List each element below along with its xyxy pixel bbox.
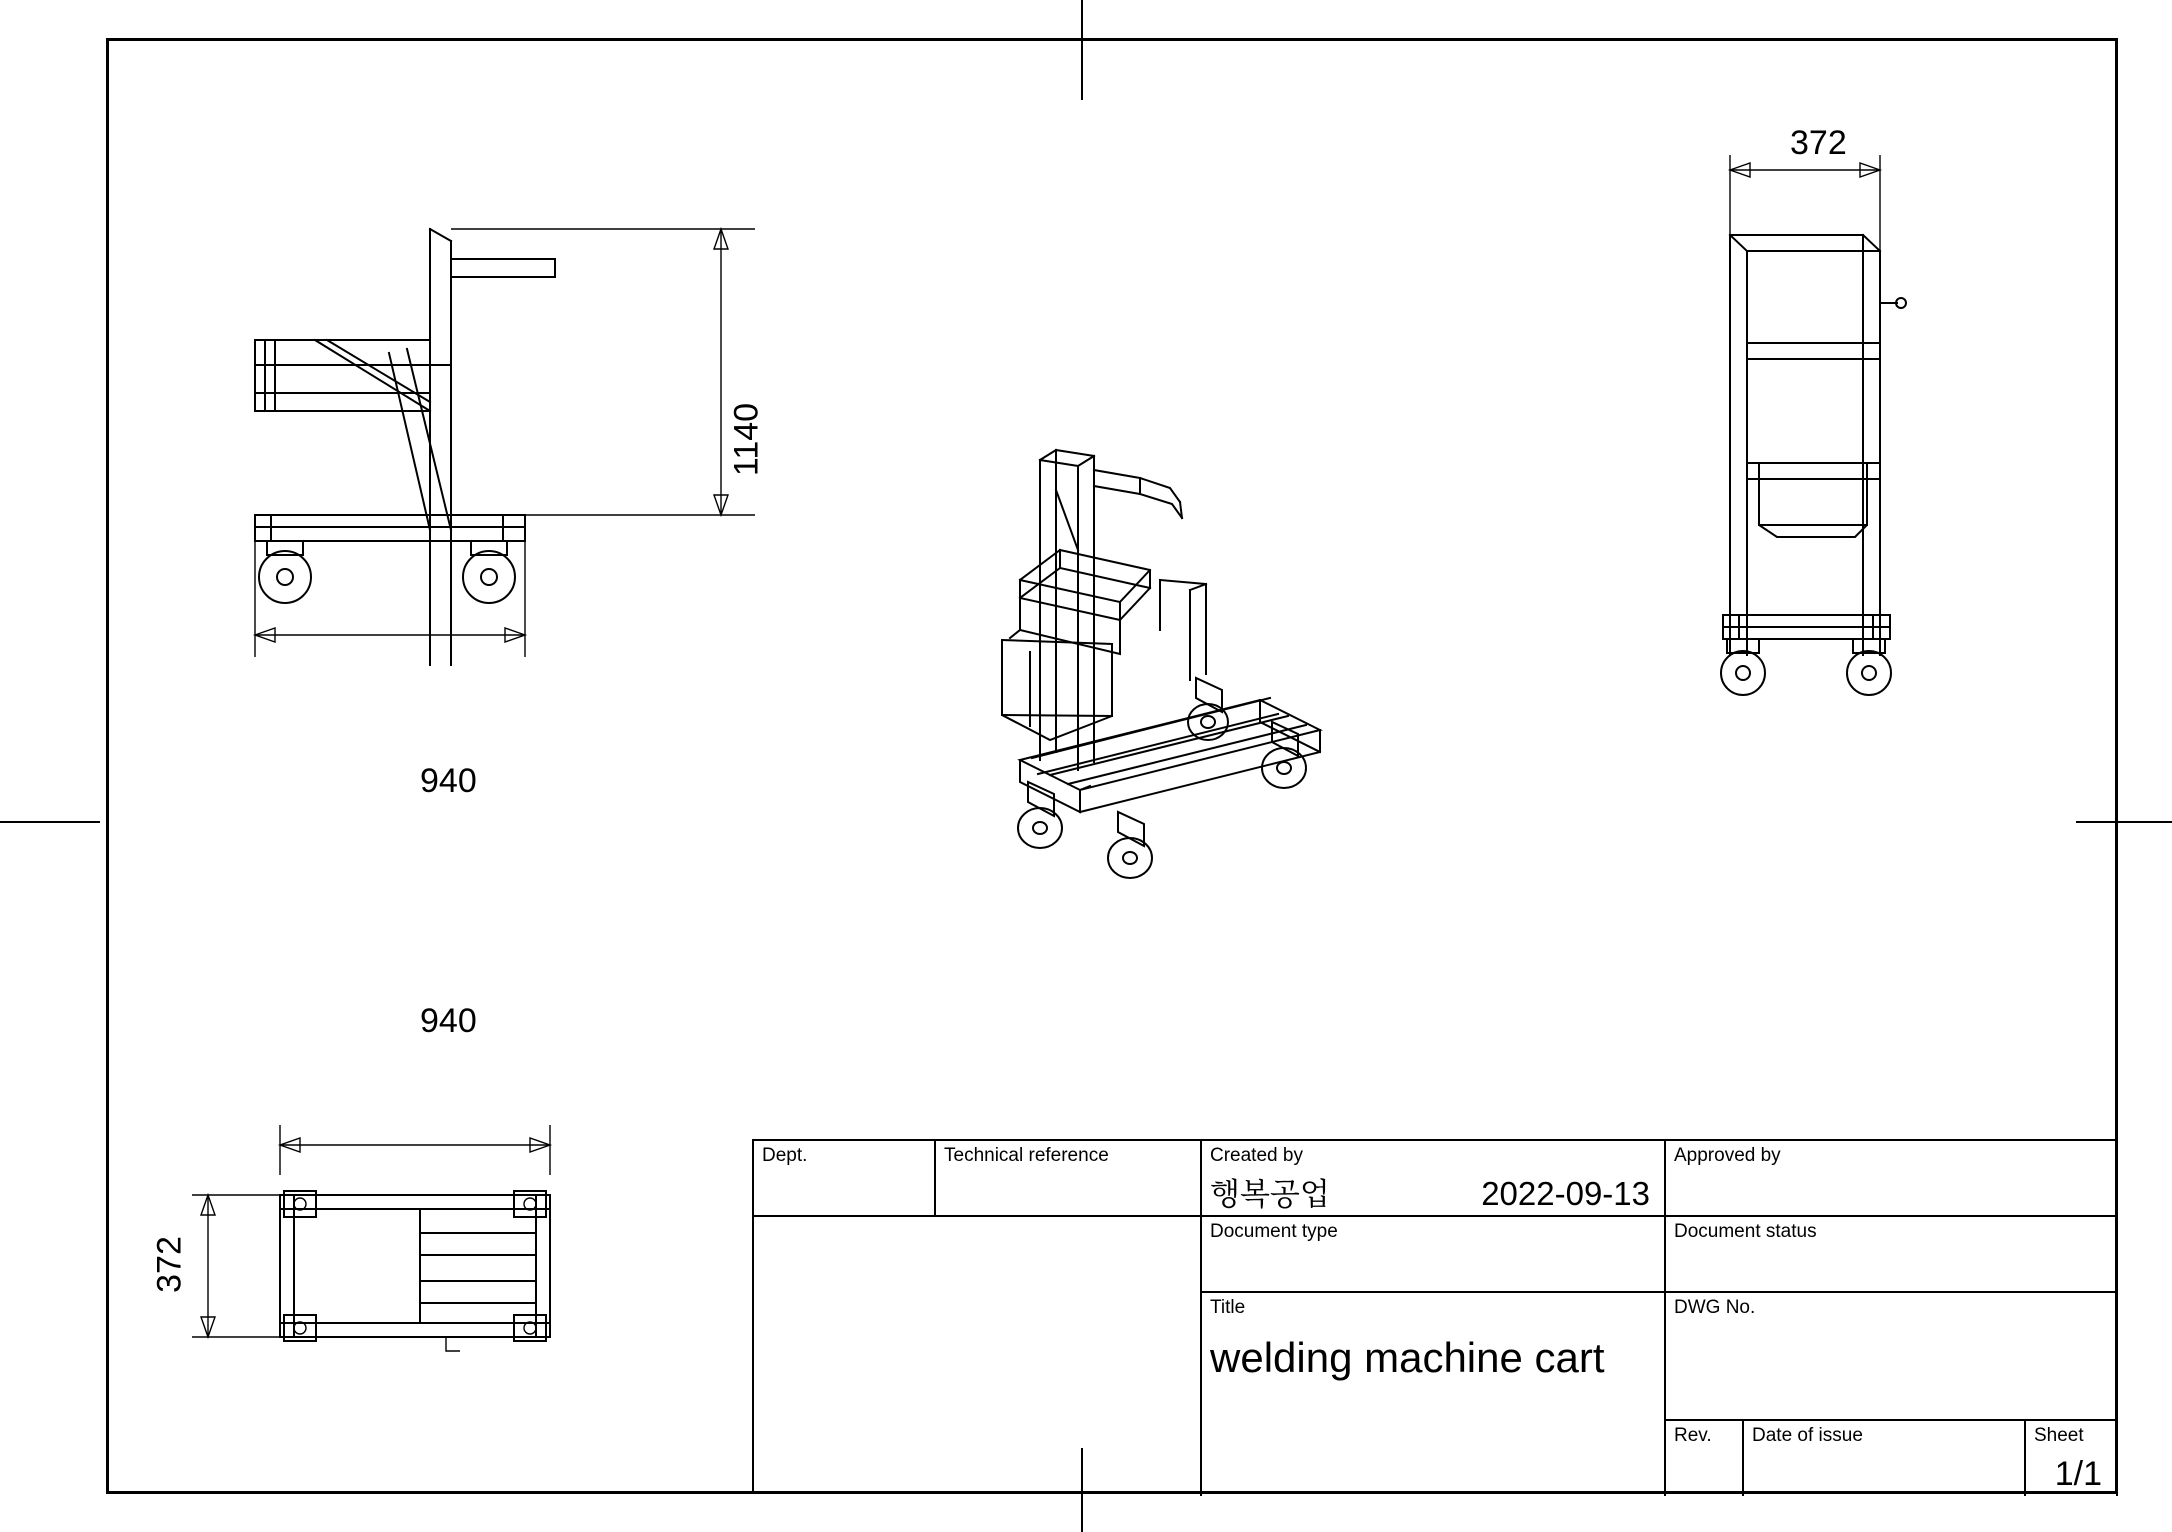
document-type-label: Document type <box>1210 1221 1338 1242</box>
sheet-label: Sheet <box>2034 1425 2084 1446</box>
created-by-date: 2022-09-13 <box>1481 1175 1650 1212</box>
title-block-title-cell <box>1202 1293 1666 1496</box>
title-value: welding machine cart <box>1210 1334 1605 1381</box>
date-of-issue-label: Date of issue <box>1752 1425 1863 1446</box>
center-mark-top <box>1081 0 1083 100</box>
dimension-top-width: 940 <box>420 1002 477 1040</box>
title-block-blank-left-cell <box>754 1217 1202 1496</box>
document-status-label: Document status <box>1674 1221 1817 1242</box>
dimension-side-height: 1140 <box>727 402 766 477</box>
sheet-value: 1/1 <box>2054 1455 2102 1493</box>
center-mark-right <box>2076 821 2172 823</box>
approved-by-label: Approved by <box>1674 1145 1781 1166</box>
title-block-document-status-cell <box>1666 1217 2118 1293</box>
rev-label: Rev. <box>1674 1425 1712 1446</box>
dimension-top-depth: 372 <box>150 1236 189 1293</box>
title-block-created-by-cell <box>1202 1141 1666 1217</box>
dept-label: Dept. <box>762 1145 808 1166</box>
front-elevation-view <box>1715 215 2015 735</box>
title-block-sheet-cell <box>2026 1421 2118 1496</box>
title-block-technical-reference-cell <box>936 1141 1202 1217</box>
top-plan-view <box>270 1185 670 1385</box>
title-label: Title <box>1210 1297 1246 1318</box>
center-mark-left <box>0 821 100 823</box>
title-block-dwg-no-cell <box>1666 1293 2118 1421</box>
created-by-label: Created by <box>1210 1145 1303 1166</box>
created-by-name: 행복공업 <box>1210 1177 1330 1212</box>
dimension-front-width: 372 <box>1790 124 1847 162</box>
side-elevation-view <box>255 215 775 735</box>
title-block-dept-cell <box>754 1141 936 1217</box>
title-block-approved-by-cell <box>1666 1141 2118 1217</box>
title-block-date-of-issue-cell <box>1744 1421 2026 1496</box>
title-block <box>752 1139 2118 1494</box>
technical-reference-label: Technical reference <box>944 1145 1109 1166</box>
isometric-view <box>1020 430 1440 1010</box>
dwg-no-label: DWG No. <box>1674 1297 1756 1318</box>
dimension-side-width: 940 <box>420 762 477 800</box>
title-block-document-type-cell <box>1202 1217 1666 1293</box>
title-block-rev-cell <box>1666 1421 1744 1496</box>
